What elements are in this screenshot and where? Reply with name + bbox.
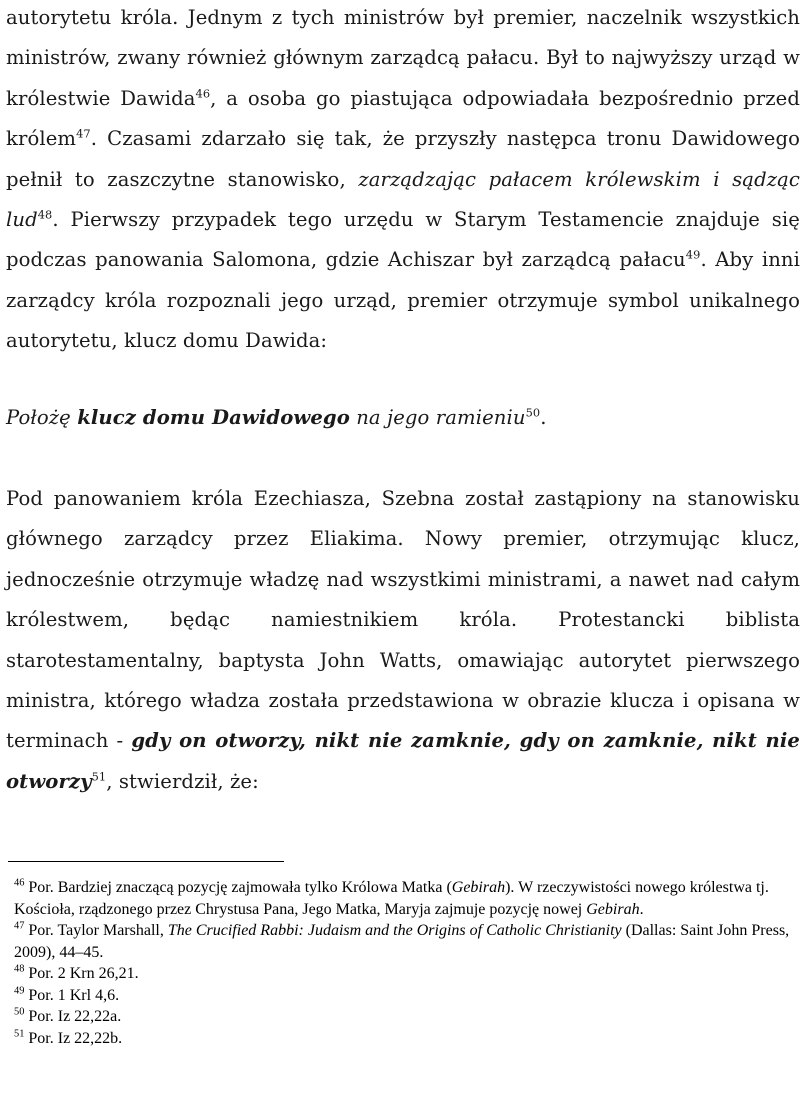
footnote-text: Por. 2 Krn 26,21. — [24, 965, 139, 982]
footnote-number: 46 — [14, 877, 25, 889]
italic-phrase: zarządzając pałacem królewskim i sądząc lud — [6, 167, 800, 232]
footnote-text: Por. Bardziej znaczącą pozycję zajmowała tylko Królowa Matka ( — [24, 879, 452, 896]
footnote-ref-50[interactable]: 50 — [525, 405, 541, 420]
footnotes-section — [14, 877, 802, 1049]
body-paragraph-1 — [6, 0, 800, 362]
footnote-book-title: The Crucified Rabbi: Judaism and the Origins of Catholic Christianity — [167, 922, 622, 939]
paragraph-text: , stwierdził, że: — [106, 769, 259, 793]
footnote-number: 49 — [14, 985, 25, 997]
footnote-text: (Dallas: Saint John Press, 2009), 44–45. — [14, 922, 790, 961]
paragraph-text: Pod panowaniem króla Ezechiasza, Szebna został zastąpiony na stanowisku głównego zarządcy przez Eliakima. Nowy premier, otrzymując klucz, jednocześnie otrzymuje władzę nad wszystkimi ministrami, a nawet nad całym królestwem, będąc namiestnikiem króla. Protestancki biblista starotestamentalny, baptysta John Watts, omawiając autorytet pierwszego ministra, którego władza została przedstawiona w obrazie klucza i opisana w terminach - — [6, 487, 800, 753]
footnote-italic: Gebirah — [451, 879, 506, 896]
footnote-ref-47[interactable]: 47 — [76, 126, 91, 141]
footnote-ref-46[interactable]: 46 — [195, 86, 211, 101]
footnote-48 — [14, 963, 802, 985]
footnote-number: 50 — [14, 1006, 25, 1018]
quote-text: Położę — [6, 406, 78, 429]
scripture-quote — [6, 398, 800, 438]
footnote-separator — [8, 861, 284, 862]
paragraph-text: . Aby inni zarządcy króla rozpoznali jego urząd, premier otrzymuje symbol unikalnego autorytetu, klucz domu Dawida: — [6, 248, 801, 353]
footnote-49 — [14, 985, 802, 1007]
body-paragraph-2 — [6, 479, 800, 802]
footnote-ref-48[interactable]: 48 — [37, 207, 53, 222]
footnote-italic: Gebirah — [586, 900, 640, 918]
footnote-46 — [14, 877, 802, 920]
footnote-number: 51 — [14, 1028, 25, 1040]
footnote-text: Por. Iz 22,22a. — [24, 1008, 122, 1025]
footnote-text: Por. 1 Krl 4,6. — [24, 986, 120, 1004]
footnote-51 — [14, 1028, 802, 1050]
footnote-text: Por. Taylor Marshall, — [24, 922, 168, 939]
quote-text: na jego ramieniu — [349, 406, 526, 429]
paragraph-text: autorytetu króla. Jednym z tych ministrów był premier, naczelnik wszystkich ministrów, zwany również głównym zarządcą pałacu. Był to najwyższy urząd w królestwie Dawida — [6, 6, 800, 110]
footnote-number: 47 — [14, 920, 25, 932]
emphasis-phrase: gdy on otworzy, nikt nie zamknie, gdy on zamknie, nikt nie otworzy — [6, 729, 800, 793]
footnote-ref-51[interactable]: 51 — [91, 769, 107, 784]
footnote-47 — [14, 920, 802, 963]
paragraph-text: , a osoba go piastująca odpowiadała bezpośrednio przed królem — [6, 86, 800, 151]
footnote-number: 48 — [14, 963, 25, 975]
footnote-text: ). W rzeczywistości nowego królestwa tj. Kościoła, rządzonego przez Chrystusa Pana, Jego Matka, Maryja zajmuje pozycję nowej — [14, 879, 769, 918]
footnote-50 — [14, 1006, 802, 1028]
quote-period: . — [540, 406, 547, 429]
footnote-ref-49[interactable]: 49 — [685, 247, 701, 262]
paragraph-text: . Pierwszy przypadek tego urzędu w Starym Testamencie znajduje się podczas panowania Salomona, gdzie Achiszar był zarządcą pałacu — [6, 208, 800, 272]
footnote-text: . — [639, 900, 644, 918]
paragraph-text: . Czasami zdarzało się tak, że przyszły następca tronu Dawidowego pełnił to zaszczytne stanowisko, — [6, 127, 800, 191]
quote-emphasis: klucz domu Dawidowego — [77, 406, 350, 429]
footnote-text: Por. Iz 22,22b. — [24, 1029, 123, 1047]
